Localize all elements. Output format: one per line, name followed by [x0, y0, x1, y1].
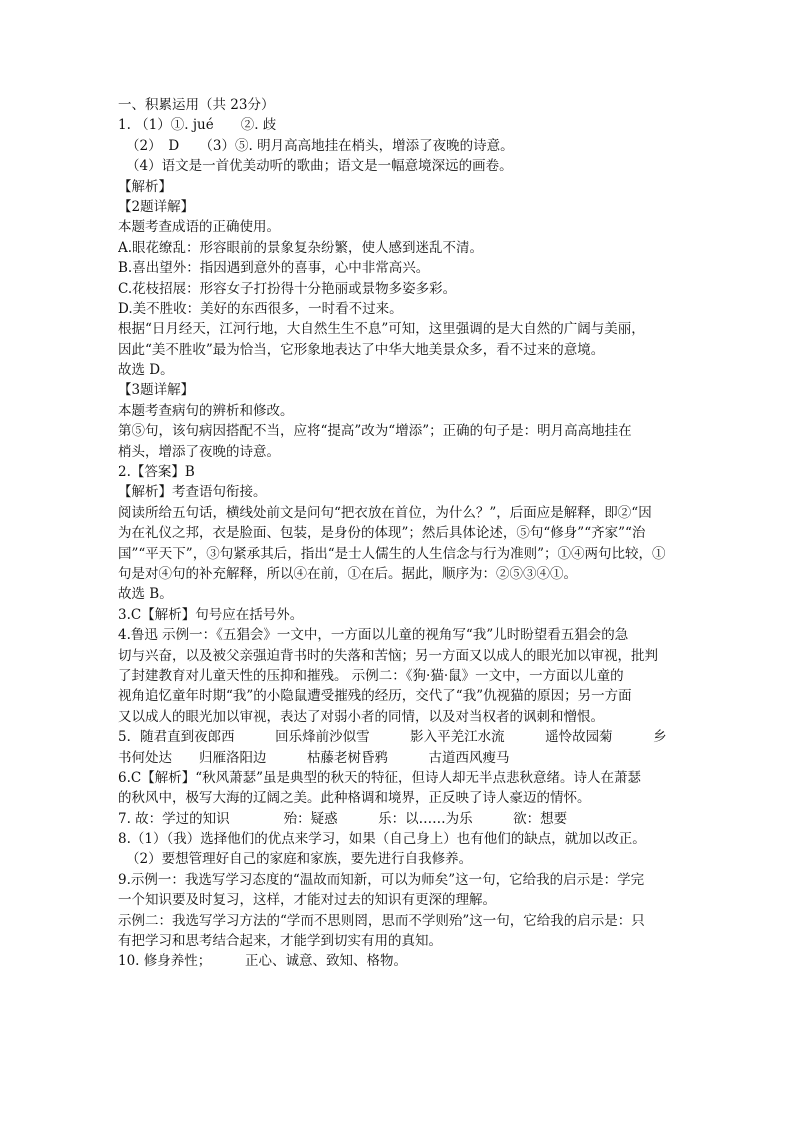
- answer-9-line: 9.示例一：我选写学习态度的“温故而知新，可以为师矣”这一句，它给我的启示是：学完: [118, 871, 645, 888]
- answer-4-line: 视角追忆童年时期“我”的小隐鼠遭受摧残的经历，交代了“我”仇视猫的原因；另一方面: [118, 688, 632, 705]
- answer-3: 3.C【解析】句号应在括号外。: [118, 606, 304, 623]
- option-c: C.花枝招展：形容女子打扮得十分艳丽或景物多姿多彩。: [118, 280, 457, 297]
- text-line: 第⑤句，该句病因搭配不当，应将“提高”改为“增添”；正确的句子是：明月高高地挂在: [118, 423, 632, 440]
- section-heading: 一、积累运用（共 23分）: [118, 97, 275, 113]
- answer-7: 7. 故：学过的知识 殆：疑惑 乐：以……为乐 欲：想要: [118, 810, 568, 827]
- text-line: 【解析】考查语句衔接。: [118, 484, 267, 501]
- answer-4-line: 了封建教育对儿童天性的压抑和摧残。 示例二：《狗·猫·鼠》一文中，一方面以儿童的: [118, 667, 624, 684]
- q2-detail-label: 【2题详解】: [118, 198, 195, 215]
- answer-1-line-3: （4）语文是一首优美动听的歌曲；语文是一幅意境深远的画卷。: [126, 158, 513, 175]
- option-a: A.眼花缭乱：形容眼前的景象复杂纷繁，使人感到迷乱不清。: [118, 239, 484, 256]
- analysis-label: 【解析】: [118, 178, 172, 195]
- answer-10: 10. 修身养性； 正心、诚意、致知、格物。: [118, 953, 408, 970]
- answer-text: [118, 95, 698, 972]
- text-line: 故选 B。: [118, 586, 173, 603]
- text-line: 阅读所给五句话，横线处前文是问句“把衣放在首位，为什么？”，后面应是解释，即②“因: [118, 504, 652, 521]
- text-line: 梢头，增添了夜晚的诗意。: [118, 443, 280, 460]
- answer-9-line: 有把学习和思考结合起来，才能学到切实有用的真知。: [118, 933, 442, 950]
- answer-1-line-1: 1. （1）①. jué ②. 歧: [118, 117, 277, 134]
- answer-9-line: 一个知识要及时复习，这样，才能对过去的知识有更深的理解。: [118, 892, 496, 909]
- answer-4-line: 4.鲁迅 示例一：《五猖会》一文中，一方面以儿童的视角写“我”儿时盼望看五猖会的急: [118, 627, 629, 644]
- answer-5-line: 书何处达 归雁洛阳边 枯藤老树昏鸦 古道西风瘦马: [118, 749, 510, 766]
- text-line: 本题考查成语的正确使用。: [118, 219, 280, 236]
- answer-8-line: 8.（1）（我）选择他们的优点来学习，如果（自己身上）也有他们的缺点，就加以改正。: [118, 831, 646, 848]
- text-line: 国”“平天下”，③句紧承其后，指出“是士人儒生的人生信念与行为准则”；①④两句比较，①: [118, 545, 666, 562]
- text-line: 故选 D。: [118, 362, 174, 379]
- answer-9-line: 示例二：我选写学习方法的“学而不思则罔，思而不学则殆”这一句，它给我的启示是：只: [118, 912, 645, 929]
- q3-detail-label: 【3题详解】: [118, 382, 195, 399]
- answer-2-label: 2.【答案】B: [118, 464, 195, 481]
- text-line: 根据“日月经天，江河行地，大自然生生不息”可知，这里强调的是大自然的广阔与美丽，: [118, 321, 645, 338]
- text-line: 本题考查病句的辨析和修改。: [118, 402, 294, 419]
- answer-4-line: 切与兴奋，以及被父亲强迫背书时的失落和苦恼；另一方面又以成人的眼光加以审视，批判: [118, 647, 658, 664]
- answer-4-line: 又以成人的眼光加以审视，表达了对弱小者的同情，以及对当权者的讽刺和憎恨。: [118, 708, 604, 725]
- answer-1-line-2: （2） D （3）⑤. 明月高高地挂在梢头，增添了夜晚的诗意。: [126, 137, 514, 154]
- answer-6-line: 的秋风中，极写大海的辽阔之美。此种格调和境界，正反映了诗人豪迈的情怀。: [118, 790, 591, 807]
- answer-6-line: 6.C【解析】“秋风萧瑟”虽是典型的秋天的特征，但诗人却无半点悲秋意绪。诗人在萧瑟: [118, 769, 642, 786]
- answer-5-line: 5．随君直到夜郎西 回乐烽前沙似雪 影入平羌江水流 遥怜故园菊 乡: [118, 729, 667, 746]
- option-d: D.美不胜收：美好的东西很多，一时看不过来。: [118, 300, 403, 317]
- text-line: 因此“美不胜收”最为恰当，它形象地表达了中华大地美景众多，看不过来的意境。: [118, 341, 605, 358]
- text-line: 句是对④句的补充解释，所以④在前，①在后。据此，顺序为：②⑤③④①。: [118, 565, 577, 582]
- text-line: 为在礼仪之邦，衣是脸面、包装，是身份的体现”；然后具体论述，⑤句“修身”“齐家”“治: [118, 525, 646, 542]
- option-b: B.喜出望外：指因遇到意外的喜事，心中非常高兴。: [118, 260, 430, 277]
- answer-8-line: （2）要想管理好自己的家庭和家族，要先进行自我修养。: [126, 851, 473, 868]
